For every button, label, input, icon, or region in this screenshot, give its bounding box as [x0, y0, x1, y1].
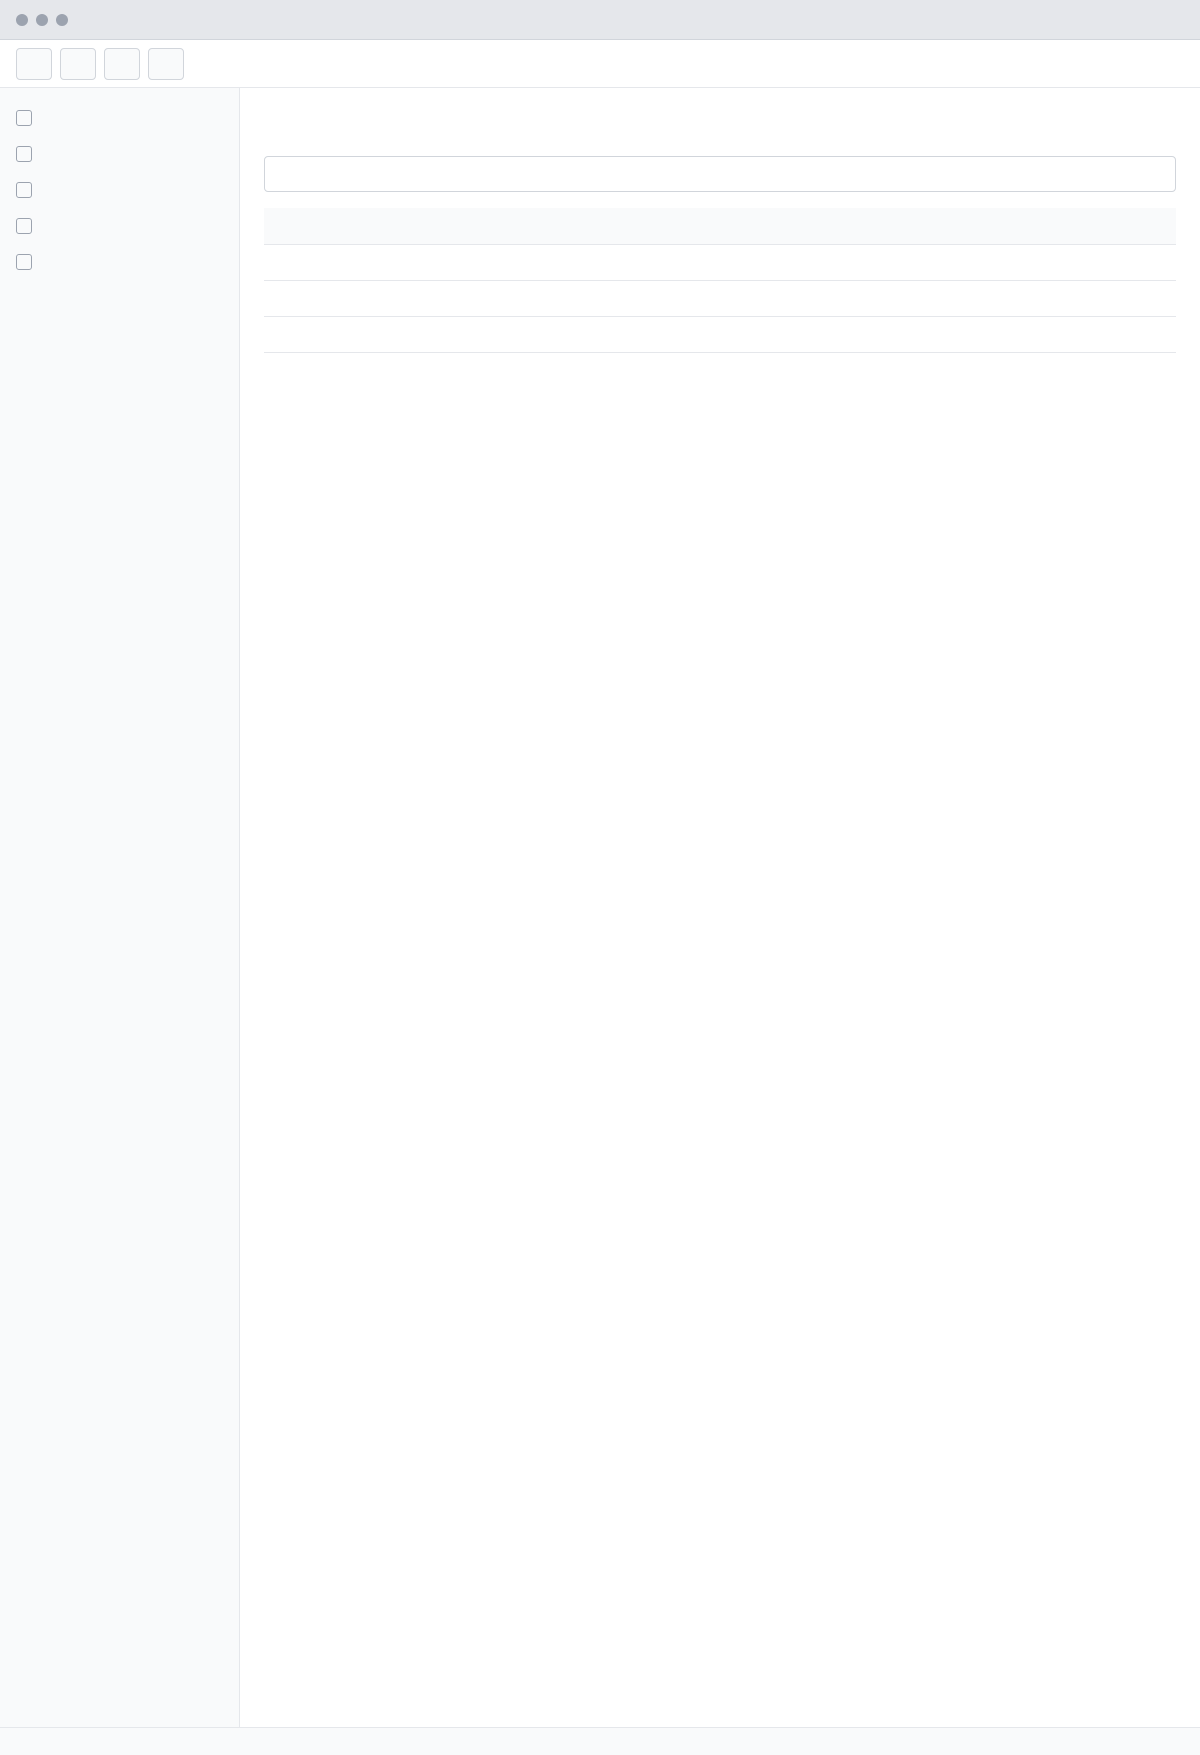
column-header[interactable]: [568, 208, 872, 244]
item-icon: [16, 218, 32, 234]
sidebar-item-5[interactable]: [0, 244, 239, 280]
maximize-window-button[interactable]: [56, 14, 68, 26]
table-cell: [264, 316, 568, 352]
table-cell: [264, 244, 568, 280]
table-cell: [872, 244, 1176, 280]
sidebar-item-2[interactable]: [0, 136, 239, 172]
table-cell: [568, 280, 872, 316]
sidebar-item-3[interactable]: [0, 172, 239, 208]
item-icon: [16, 182, 32, 198]
column-header[interactable]: [872, 208, 1176, 244]
table-cell: [872, 316, 1176, 352]
table-cell: [264, 280, 568, 316]
title-bar: [0, 0, 1200, 40]
page-title: [264, 112, 1176, 140]
table-row[interactable]: [264, 280, 1176, 316]
toolbar-button-2[interactable]: [60, 48, 96, 80]
table-row[interactable]: [264, 244, 1176, 280]
toolbar-button-4[interactable]: [148, 48, 184, 80]
main-panel: [240, 88, 1200, 1727]
table-cell: [568, 244, 872, 280]
sidebar-item-1[interactable]: [0, 100, 239, 136]
close-window-button[interactable]: [16, 14, 28, 26]
table-row[interactable]: [264, 316, 1176, 352]
status-bar: [0, 1727, 1200, 1755]
item-icon: [16, 254, 32, 270]
toolbar-button-1[interactable]: [16, 48, 52, 80]
toolbar-button-3[interactable]: [104, 48, 140, 80]
item-icon: [16, 110, 32, 126]
table-header-row: [264, 208, 1176, 244]
content-area: [0, 88, 1200, 1727]
minimize-window-button[interactable]: [36, 14, 48, 26]
data-table: [264, 208, 1176, 353]
item-icon: [16, 146, 32, 162]
sidebar-item-4[interactable]: [0, 208, 239, 244]
sidebar: [0, 88, 240, 1727]
column-header[interactable]: [264, 208, 568, 244]
table-cell: [568, 316, 872, 352]
window-controls: [16, 14, 68, 26]
table-cell: [872, 280, 1176, 316]
search-input[interactable]: [264, 156, 1176, 192]
toolbar: [0, 40, 1200, 88]
